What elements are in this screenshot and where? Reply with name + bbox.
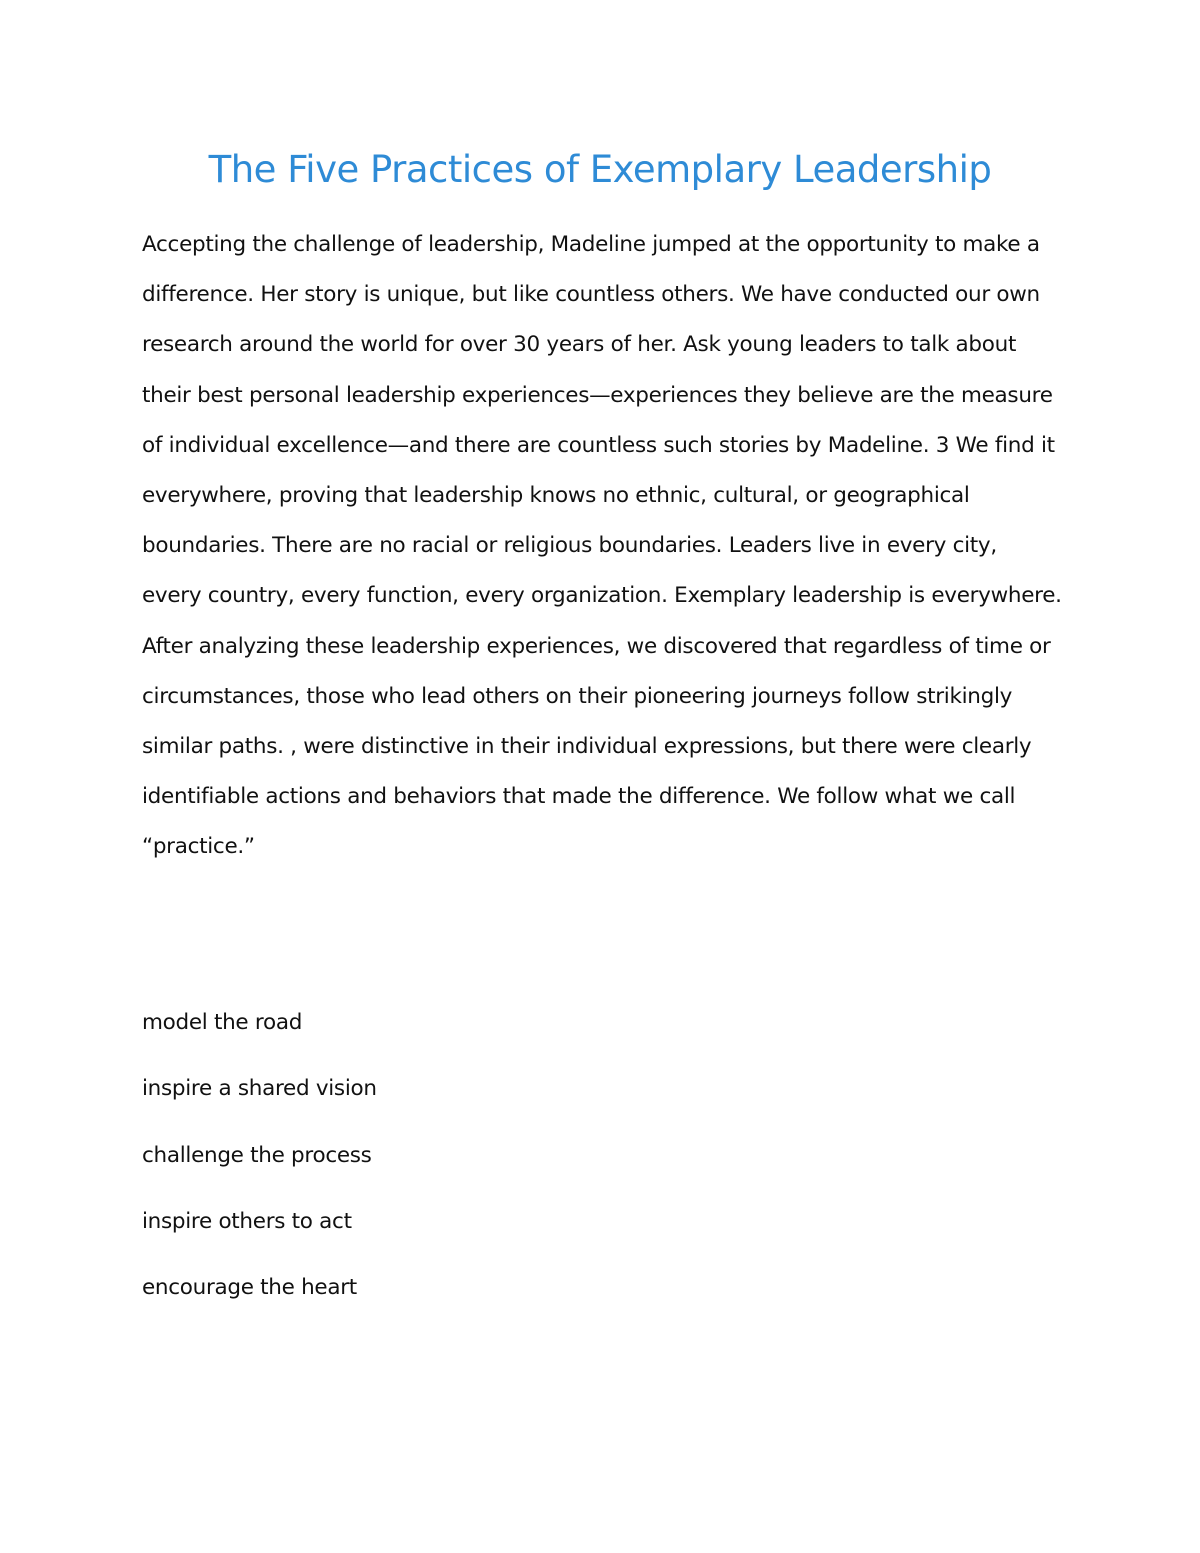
document-title: The Five Practices of Exemplary Leadership [208, 148, 992, 191]
practice-item: inspire a shared vision [142, 1076, 377, 1102]
practice-item: model the road [142, 1010, 303, 1035]
practice-item: inspire others to act [142, 1208, 352, 1234]
body-paragraph: Accepting the challenge of leadership, Madeline jumped at the opportunity to make a difference. Her story is unique, but like countless others. We have conducted our own research around the world for over 30 years of her. Ask young leaders to talk about their best personal leadership experiences—experiences they believe are the measure of individual excellence—and there are countless such stories by Madeline. 3 We find it everywhere, proving that leadership knows no ethnic, cultural, or geographical boundaries. There are no racial or religious boundaries. Leaders live in every city, every country, every function, every organization. Exemplary leadership is everywhere. After analyzing these leadership experiences, we discovered that regardless of time or circumstances, those who lead others on their pioneering journeys follow strikingly similar paths. , were distinctive in their individual expressions, but there were clearly identifiable actions and behaviors that made the difference. We follow what we call “practice.” [142, 232, 1062, 860]
practice-item: encourage the heart [142, 1275, 357, 1301]
practice-item: challenge the process [142, 1142, 372, 1168]
practices-list [142, 1003, 377, 1334]
